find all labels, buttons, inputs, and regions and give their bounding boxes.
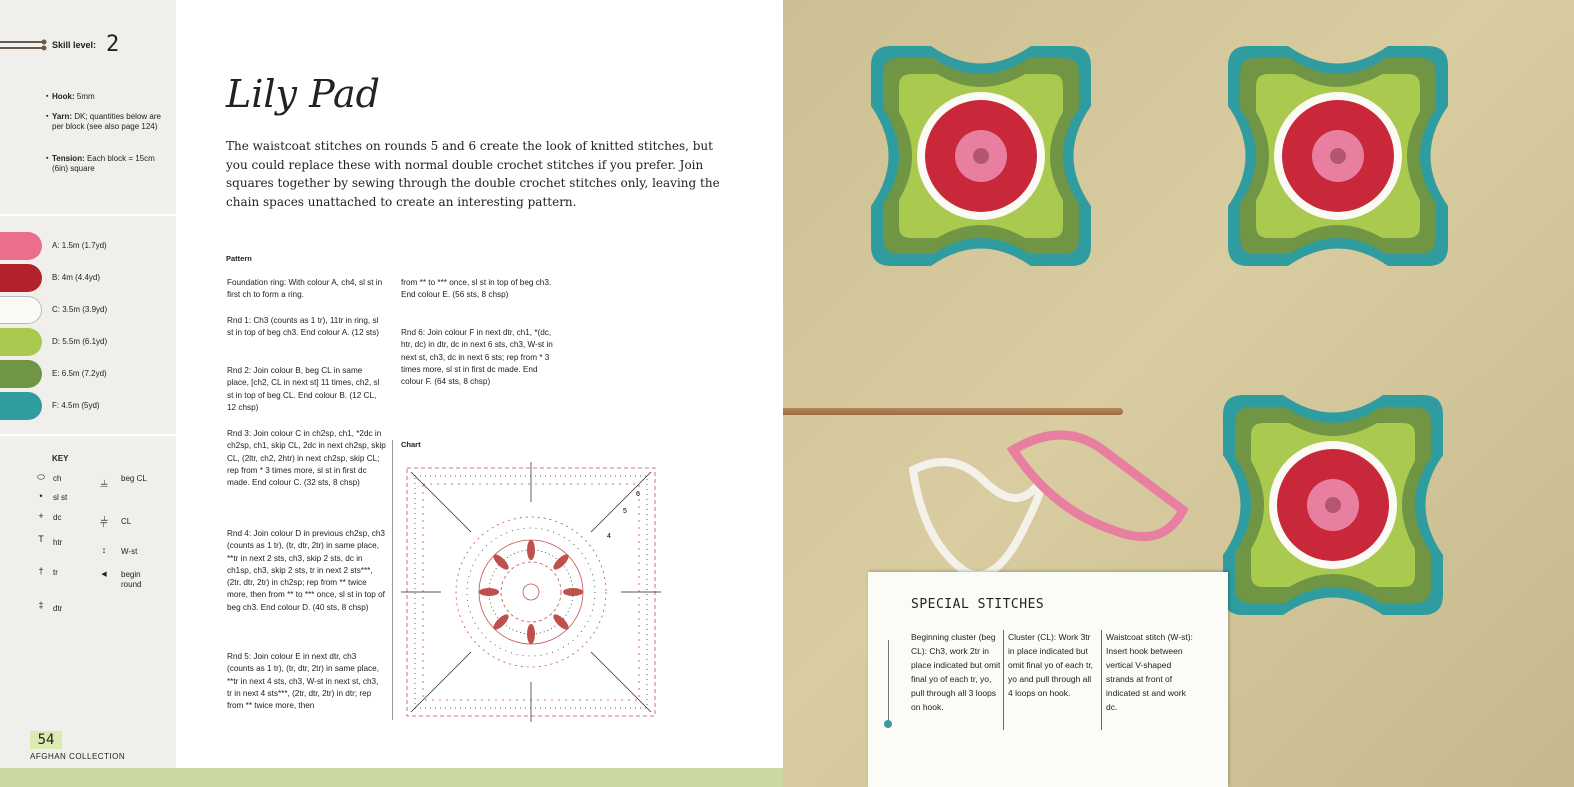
key-title: KEY xyxy=(52,454,69,463)
skill-level-label: Skill level: xyxy=(52,40,97,50)
yarn-swatch-a xyxy=(0,232,42,260)
htr-icon: T xyxy=(38,534,44,544)
column-divider xyxy=(392,440,393,720)
yarn-label-f: F: 4.5m (5yd) xyxy=(52,401,100,410)
crochet-hook xyxy=(783,408,1123,415)
spec-tension: ▪ Tension: Each block = 15cm (6in) square xyxy=(52,154,164,174)
crochet-chart xyxy=(401,462,661,722)
key-label-begin-round: begin round xyxy=(121,570,142,589)
wst-icon: ↕ xyxy=(101,545,107,555)
footer-bar xyxy=(0,768,783,787)
chart-round-label: 4 xyxy=(607,533,611,540)
crochet-block-top-right xyxy=(1228,46,1448,266)
yarn-label-c: C: 3.5m (3.9yd) xyxy=(52,305,108,314)
yarn-label-b: B: 4m (4.4yd) xyxy=(52,273,101,282)
card-divider xyxy=(1101,630,1102,730)
special-stitches-card xyxy=(868,572,1228,787)
key-label-wst: W-st xyxy=(121,547,138,556)
crochet-block-bottom-right xyxy=(1223,395,1443,615)
cl-icon: ⫩ xyxy=(99,514,109,530)
ch-icon: ⬭ xyxy=(37,472,45,482)
key-label-dc: dc xyxy=(53,513,62,522)
card-cl: Cluster (CL): Work 3tr in place indicated but omit final yo of each tr, yo and pull through all 4 loops on hook. xyxy=(1008,632,1094,698)
divider xyxy=(0,214,176,216)
key-label-cl: CL xyxy=(121,517,132,526)
yarn-swatch-b xyxy=(0,264,42,292)
pattern-round-1: Rnd 1: Ch3 (counts as 1 tr), 11tr in ring, sl st in top of beg ch3. End colour A. (12 sts) xyxy=(227,316,380,338)
card-thread xyxy=(888,640,889,720)
yarn-swatch-c xyxy=(0,296,42,324)
pattern-foundation: Foundation ring: With colour A, ch4, sl st in first ch to form a ring. xyxy=(227,278,383,300)
chart-heading: Chart xyxy=(401,440,421,449)
skill-level-value: 2 xyxy=(106,32,120,57)
key-label-slst: sl st xyxy=(53,493,68,502)
chart-round-label: 6 xyxy=(636,491,640,498)
crochet-block-top-left xyxy=(871,46,1091,266)
key-label-htr: htr xyxy=(53,538,63,547)
footer-label: AFGHAN COLLECTION xyxy=(30,752,126,761)
begin-round-icon: ◀ xyxy=(101,571,107,578)
intro-paragraph: The waistcoat stitches on rounds 5 and 6 create the look of knitted stitches, but you could replace these with normal double crochet stitches if you prefer. Join squares together by sewing through the double crochet stitches only, leaving the chain spaces unattached to create an interesting pattern. xyxy=(226,139,720,209)
dc-icon: + xyxy=(38,511,44,521)
pink-yarn-skein xyxy=(1013,435,1183,537)
pattern-round-2: Rnd 2: Join colour B, beg CL in same place, [ch2, CL in next st] 11 times, ch2, sl st in top of beg CL. End colour B. (12 CL, 12 chsp) xyxy=(227,366,380,412)
knitting-needles-icon xyxy=(0,38,48,52)
card-beg-cl: Beginning cluster (beg CL): Ch3, work 2tr in place indicated but omit final yo of each tr, yo, pull through all 3 loops on hook. xyxy=(911,632,1001,712)
card-wst: Waistcoat stitch (W-st): Insert hook between vertical V-shaped strands at front of indicated st and work dc. xyxy=(1106,632,1193,712)
pattern-round-5-cont: from ** to *** once, sl st in top of beg ch3. End colour E. (56 sts, 8 chsp) xyxy=(401,278,552,300)
yarn-swatch-e xyxy=(0,360,42,388)
dtr-icon: ‡ xyxy=(38,600,44,610)
key-label-beg-cl: beg CL xyxy=(121,474,147,483)
product-photo xyxy=(783,0,1574,787)
page-title: Lily Pad xyxy=(226,72,380,116)
yarn-label-e: E: 6.5m (7.2yd) xyxy=(52,369,107,378)
spec-hook: ▪ Hook: 5mm xyxy=(52,92,164,102)
yarn-swatch-f xyxy=(0,392,42,420)
card-title: SPECIAL STITCHES xyxy=(911,597,1045,612)
pattern-round-5: Rnd 5: Join colour E in next dtr, ch3 (counts as 1 tr), (tr, dtr, 2tr) in same place, **tr in next 4 sts, ch3, W-st in next st, ch3, tr in next 4 sts***, (2tr, dtr, 2tr) in dtr; rep from ** twice more, then xyxy=(227,652,379,711)
pattern-round-3: Rnd 3: Join colour C in ch2sp, ch1, *2dc in ch2sp, ch1, skip CL, 2dc in next ch2sp, skip CL, (2ltr, ch2, 2htr) in next ch2sp, skip CL; rep from * 3 times more, sl st in first dc made. End colour C. (32 sts, 8 chsp) xyxy=(227,429,386,488)
yarn-label-d: D: 5.5m (6.1yd) xyxy=(52,337,108,346)
sidebar xyxy=(0,0,176,768)
beg-cl-icon: ⫨ xyxy=(100,474,108,490)
pin-icon xyxy=(884,720,892,728)
yarn-swatch-d xyxy=(0,328,42,356)
white-yarn-skein xyxy=(913,462,1041,575)
divider xyxy=(0,434,176,436)
yarn-label-a: A: 1.5m (1.7yd) xyxy=(52,241,107,250)
page-number: 54 xyxy=(30,731,62,749)
pattern-heading: Pattern xyxy=(226,254,252,263)
tr-icon: † xyxy=(38,566,44,576)
key-label-tr: tr xyxy=(53,568,58,577)
chart-center-ring xyxy=(523,584,539,600)
chart-round-label: 5 xyxy=(623,508,627,515)
key-label-dtr: dtr xyxy=(53,604,63,613)
pattern-round-4: Rnd 4: Join colour D in previous ch2sp, ch3 (counts as 1 tr), (tr, dtr, 2tr) in same place, **tr in next 2 sts, ch3, skip 2 sts, dc in ch1sp, ch3, skip 2 sts, tr in next 2 sts***, (2tr, dtr, 2tr) in ch2sp; rep from ** twice more, then from ** to *** once, sl st in top of beg ch3. End colour D. (40 sts, 8 chsp) xyxy=(227,529,385,612)
pattern-round-6: Rnd 6: Join colour F in next dtr, ch1, *(dc, htr, dc) in dtr, dc in next 6 sts, ch3, W-st in next st, ch3, dc in next 6 sts; rep from * 3 times more, sl st in first dc made. End colour F. (64 sts, 8 chsp) xyxy=(401,328,553,387)
spec-yarn: ▪ Yarn: DK; quantities below are per block (see also page 124) xyxy=(52,112,164,132)
slst-icon: • xyxy=(39,491,43,501)
card-divider xyxy=(1003,630,1004,730)
key-label-ch: ch xyxy=(53,474,62,483)
